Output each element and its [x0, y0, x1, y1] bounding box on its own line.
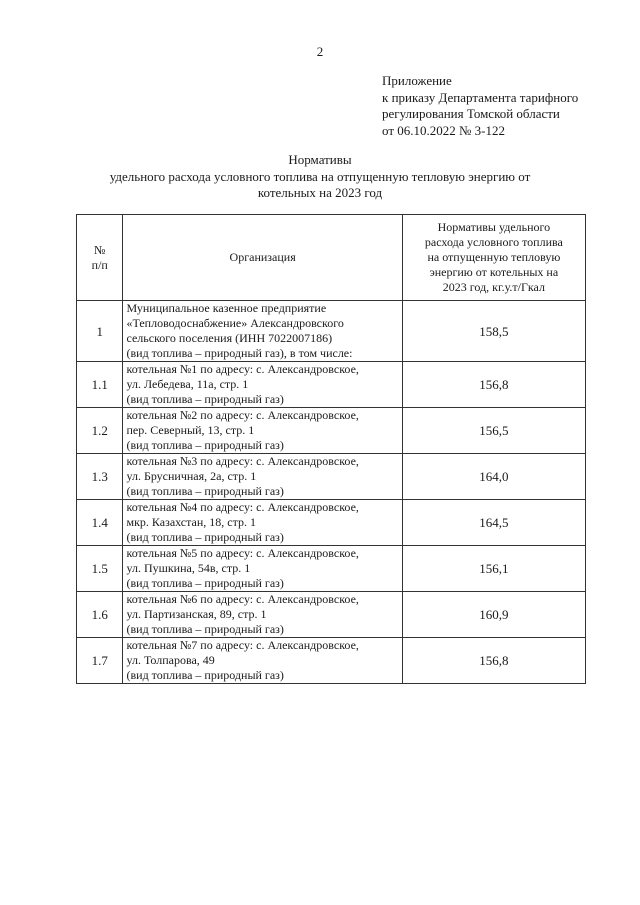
org-line: ул. Пушкина, 54в, стр. 1 — [126, 561, 251, 575]
org-line: (вид топлива – природный газ) — [126, 392, 284, 406]
row-value: 164,5 — [402, 500, 585, 546]
table-row — [77, 362, 586, 408]
title-line: удельного расхода условного топлива на отпущенную тепловую энергию от — [109, 168, 531, 184]
row-value: 160,9 — [402, 592, 585, 638]
document-title — [0, 152, 640, 202]
row-number: 1.4 — [77, 500, 123, 546]
row-organization — [123, 592, 402, 638]
org-line: ул. Брусничная, 2а, стр. 1 — [126, 469, 257, 483]
org-line: «Тепловодоснабжение» Александровского — [126, 316, 344, 330]
header-value — [402, 215, 585, 301]
table-row — [77, 454, 586, 500]
header-value-line: энергию от котельных на — [429, 265, 559, 279]
row-value: 158,5 — [402, 301, 585, 362]
row-number: 1.2 — [77, 408, 123, 454]
row-organization — [123, 500, 402, 546]
appendix-line: от 06.10.2022 № 3-122 — [382, 122, 505, 138]
row-value: 156,5 — [402, 408, 585, 454]
org-line: котельная №7 по адресу: с. Александровское, — [126, 638, 359, 652]
row-number: 1.6 — [77, 592, 123, 638]
table-header-row — [77, 215, 586, 301]
appendix-line: к приказу Департамента тарифного — [382, 89, 579, 105]
title-line: котельных на 2023 год — [257, 185, 383, 200]
org-line: (вид топлива – природный газ) — [126, 576, 284, 590]
page-number: 2 — [316, 44, 324, 59]
row-organization — [123, 362, 402, 408]
org-line: (вид топлива – природный газ) — [126, 484, 284, 498]
table-row — [77, 638, 586, 684]
org-line: котельная №5 по адресу: с. Александровское, — [126, 546, 359, 560]
table-row — [77, 301, 586, 362]
row-organization — [123, 546, 402, 592]
row-organization — [123, 301, 402, 362]
org-line: ул. Лебедева, 11а, стр. 1 — [126, 377, 249, 391]
row-number: 1.5 — [77, 546, 123, 592]
org-line: (вид топлива – природный газ), в том числе: — [126, 346, 353, 360]
row-value: 156,8 — [402, 362, 585, 408]
header-organization: Организация — [123, 215, 402, 301]
header-number — [77, 215, 123, 301]
appendix-line: регулирования Томской области — [382, 106, 560, 121]
row-number: 1.7 — [77, 638, 123, 684]
org-line: котельная №6 по адресу: с. Александровское, — [126, 592, 359, 606]
row-organization — [123, 638, 402, 684]
appendix-reference — [382, 73, 578, 139]
row-value: 156,8 — [402, 638, 585, 684]
header-value-line: Нормативы удельного — [437, 220, 551, 234]
row-value: 164,0 — [402, 454, 585, 500]
table-row — [77, 408, 586, 454]
org-line: Муниципальное казенное предприятие — [126, 301, 327, 315]
row-value: 156,1 — [402, 546, 585, 592]
row-number: 1.3 — [77, 454, 123, 500]
org-line: мкр. Казахстан, 18, стр. 1 — [126, 515, 256, 529]
row-number: 1 — [77, 301, 123, 362]
table-row — [77, 546, 586, 592]
org-line: котельная №4 по адресу: с. Александровское, — [126, 500, 359, 514]
org-line: ул. Партизанская, 89, стр. 1 — [126, 607, 267, 621]
row-organization — [123, 408, 402, 454]
header-number-line: п/п — [91, 257, 108, 272]
row-number: 1.1 — [77, 362, 123, 408]
org-line: котельная №1 по адресу: с. Александровское, — [126, 362, 359, 376]
org-line: (вид топлива – природный газ) — [126, 668, 284, 682]
table-row — [77, 592, 586, 638]
table-row — [77, 500, 586, 546]
org-line: (вид топлива – природный газ) — [126, 438, 284, 452]
title-line: Нормативы — [288, 152, 352, 167]
header-value-line: на отпущенную тепловую — [427, 250, 561, 264]
org-line: ул. Толпарова, 49 — [126, 653, 215, 667]
org-line: (вид топлива – природный газ) — [126, 622, 284, 636]
header-value-line: 2023 год, кг.у.т/Гкал — [442, 280, 545, 294]
org-line: пер. Северный, 13, стр. 1 — [126, 423, 255, 437]
org-line: котельная №3 по адресу: с. Александровское, — [126, 454, 359, 468]
row-organization — [123, 454, 402, 500]
appendix-line: Приложение — [382, 73, 452, 88]
norms-table — [76, 214, 586, 684]
header-number-line: № — [94, 242, 106, 257]
org-line: (вид топлива – природный газ) — [126, 530, 284, 544]
org-line: сельского поселения (ИНН 7022007186) — [126, 331, 333, 345]
org-line: котельная №2 по адресу: с. Александровское, — [126, 408, 359, 422]
header-value-line: расхода условного топлива — [424, 235, 563, 249]
